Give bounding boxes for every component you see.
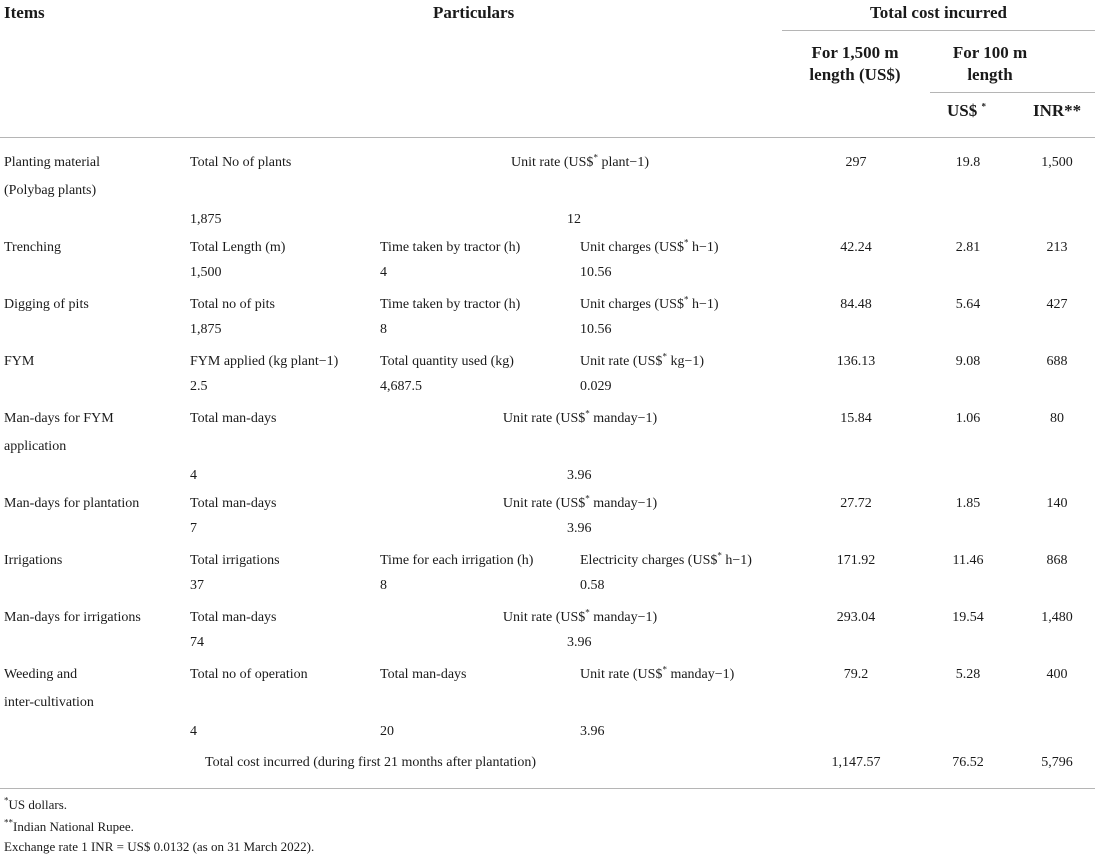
header-usd-mark: * (981, 101, 986, 112)
row-cost-1500m-usd: 297 (845, 155, 867, 170)
row-value-2: 20 (380, 724, 394, 739)
row-particular-3-text: Unit rate (US$ (502, 496, 586, 511)
row-particular-3-unit: h−1) (688, 240, 719, 255)
row-cost-100m-usd: 2.81 (955, 240, 981, 255)
row-particular-2: Time taken by tractor (h) (380, 240, 521, 255)
row-cost-100m-usd: 9.08 (955, 354, 981, 369)
row-cost-100m-inr: 80 (1050, 411, 1064, 426)
row-value-3: 10.56 (580, 322, 612, 337)
row-cost-100m-usd: 11.46 (952, 553, 984, 568)
row-particular-3 (380, 410, 780, 428)
row-value-2: 8 (380, 578, 387, 593)
row-cost-1500m-usd: 79.2 (843, 667, 869, 682)
footnote-2-text: Indian National Rupee. (13, 819, 134, 834)
row-cost-1500m-usd: 293.04 (836, 610, 876, 625)
row-value-3: 0.029 (580, 379, 612, 394)
row-particular-3-mark: * (593, 152, 598, 163)
row-particular-3-mark: * (585, 607, 590, 618)
row-value-2: 4 (380, 265, 387, 280)
row-particular-3 (580, 239, 719, 257)
row-item-label: Man-days for FYM (4, 411, 114, 426)
row-particular-3-text: Unit charges (US$ (580, 240, 684, 255)
row-particular-1: Total Length (m) (190, 240, 286, 255)
row-cost-100m-usd: 5.64 (955, 297, 981, 312)
header-for-100-line1: For 100 m (952, 43, 1028, 62)
row-particular-3-text: Unit rate (US$ (502, 411, 586, 426)
row-value-1: 1,500 (190, 265, 222, 280)
total-label: Total cost incurred (during first 21 months after plantation) (205, 755, 537, 770)
header-inr: INR** (1033, 101, 1082, 120)
row-particular-3-mark: * (683, 294, 689, 305)
row-particular-3-text: Unit rate (US$ (502, 610, 586, 625)
footnote-2 (4, 818, 134, 836)
row-value-1: 4 (190, 468, 197, 483)
row-particular-3 (580, 353, 704, 371)
header-for-1500-line1: For 1,500 m (811, 43, 899, 62)
row-value-2: 8 (380, 322, 387, 337)
row-cost-100m-inr: 868 (1046, 553, 1068, 568)
row-particular-3 (580, 296, 719, 314)
header-particulars: Particulars (433, 3, 515, 22)
row-particular-3-text: Unit rate (US$ (580, 667, 663, 682)
row-cost-1500m-usd: 84.48 (840, 297, 872, 312)
row-particular-2: Total man-days (380, 667, 467, 682)
row-item-label: inter-cultivation (4, 695, 94, 710)
row-cost-100m-usd: 19.54 (952, 610, 984, 625)
row-item-label: application (4, 439, 67, 454)
row-value-3: 3.96 (580, 724, 605, 739)
row-cost-1500m-usd: 27.72 (840, 496, 872, 511)
row-item-label: Digging of pits (4, 297, 89, 312)
row-particular-3-mark: * (683, 237, 689, 248)
row-particular-1: Total man-days (190, 411, 277, 426)
row-cost-100m-inr: 213 (1046, 240, 1068, 255)
row-value-3: 3.96 (567, 468, 592, 483)
header-usd-label: US$ (947, 101, 978, 120)
row-particular-3 (580, 552, 752, 570)
header-for-1500 (790, 42, 920, 86)
row-cost-100m-inr: 427 (1046, 297, 1068, 312)
footnote-1-mark: * (4, 795, 9, 806)
row-particular-1: Total no of operation (190, 667, 308, 682)
row-value-3: 10.56 (580, 265, 612, 280)
table-bottom-rule (0, 788, 1095, 789)
row-value-1: 74 (190, 635, 204, 650)
row-particular-3-mark: * (585, 408, 590, 419)
row-cost-100m-inr: 1,480 (1041, 610, 1073, 625)
row-particular-3 (380, 495, 780, 513)
row-value-1: 1,875 (190, 212, 222, 227)
row-item-label: Irrigations (4, 553, 63, 568)
header-total-cost: Total cost incurred (870, 3, 1007, 22)
total-cost-100m-usd: 76.52 (952, 755, 984, 770)
row-value-1: 1,875 (190, 322, 222, 337)
row-particular-1: FYM applied (kg plant−1) (190, 354, 339, 369)
footnote-1 (4, 796, 67, 814)
row-cost-1500m-usd: 15.84 (840, 411, 872, 426)
row-value-1: 37 (190, 578, 204, 593)
row-particular-3-unit: manday−1) (589, 496, 658, 511)
row-particular-3-unit: manday−1) (589, 411, 658, 426)
row-particular-3-mark: * (662, 664, 667, 675)
row-cost-1500m-usd: 136.13 (836, 354, 876, 369)
row-item-label: Trenching (4, 240, 62, 255)
row-particular-3-mark: * (585, 493, 590, 504)
row-value-3: 3.96 (567, 635, 592, 650)
row-value-3: 3.96 (567, 521, 592, 536)
row-particular-3-text: Unit rate (US$ (511, 155, 594, 170)
row-item-label: (Polybag plants) (4, 183, 97, 198)
row-item-label: Planting material (4, 155, 101, 170)
row-particular-1: Total No of plants (190, 155, 292, 170)
row-particular-1: Total no of pits (190, 297, 275, 312)
total-cost-100m-inr: 5,796 (1041, 755, 1073, 770)
row-particular-3-mark: * (717, 550, 722, 561)
header-for-1500-line2: length (US$) (809, 65, 901, 84)
footnote-2-mark: ** (4, 817, 13, 828)
row-particular-3 (580, 666, 734, 684)
row-particular-3-text: Unit rate (US$ (580, 354, 663, 369)
row-particular-3-unit: manday−1) (666, 667, 735, 682)
row-particular-3-unit: plant−1) (597, 155, 649, 170)
footnote-1-text: US dollars. (8, 797, 67, 812)
header-items: Items (4, 3, 45, 22)
header-bottom-rule (0, 137, 1095, 138)
row-particular-3-unit: h−1) (688, 297, 719, 312)
row-particular-1: Total man-days (190, 610, 277, 625)
row-particular-2: Total quantity used (kg) (380, 354, 514, 369)
row-cost-100m-usd: 19.8 (955, 155, 981, 170)
row-cost-100m-usd: 1.85 (955, 496, 981, 511)
header-for-100 (930, 42, 1050, 86)
row-particular-2: Time taken by tractor (h) (380, 297, 521, 312)
row-particular-3 (380, 609, 780, 627)
row-cost-100m-inr: 140 (1046, 496, 1068, 511)
row-particular-3-text: Unit charges (US$ (580, 297, 684, 312)
row-cost-100m-inr: 688 (1046, 354, 1068, 369)
header-usd (947, 102, 986, 120)
row-cost-1500m-usd: 42.24 (840, 240, 872, 255)
row-cost-1500m-usd: 171.92 (836, 553, 876, 568)
total-cost-1500m-usd: 1,147.57 (831, 755, 881, 770)
row-item-label: FYM (4, 354, 35, 369)
row-cost-100m-usd: 5.28 (955, 667, 981, 682)
row-item-label: Weeding and (4, 667, 78, 682)
row-particular-2: Time for each irrigation (h) (380, 553, 534, 568)
header-divider-total (782, 30, 1095, 31)
row-particular-3-text: Electricity charges (US$ (580, 553, 718, 568)
row-value-3: 0.58 (580, 578, 605, 593)
row-item-label: Man-days for irrigations (4, 610, 141, 625)
header-divider-100m (930, 92, 1095, 93)
row-item-label: Man-days for plantation (4, 496, 140, 511)
row-cost-100m-inr: 400 (1046, 667, 1068, 682)
header-for-100-line2: length (967, 65, 1013, 84)
row-value-1: 7 (190, 521, 197, 536)
row-value-1: 4 (190, 724, 197, 739)
row-value-1: 2.5 (190, 379, 208, 394)
row-value-2: 4,687.5 (380, 379, 422, 394)
row-particular-1: Total irrigations (190, 553, 280, 568)
row-particular-1: Total man-days (190, 496, 277, 511)
row-particular-3-unit: manday−1) (589, 610, 658, 625)
row-cost-100m-inr: 1,500 (1041, 155, 1073, 170)
row-particular-3 (380, 154, 780, 172)
row-particular-3-unit: kg−1) (666, 354, 704, 369)
row-particular-3-mark: * (662, 351, 667, 362)
footnote-3: Exchange rate 1 INR = US$ 0.0132 (as on 31 March 2022). (4, 839, 315, 854)
row-particular-3-unit: h−1) (721, 553, 752, 568)
row-cost-100m-usd: 1.06 (955, 411, 981, 426)
row-value-3: 12 (567, 212, 581, 227)
